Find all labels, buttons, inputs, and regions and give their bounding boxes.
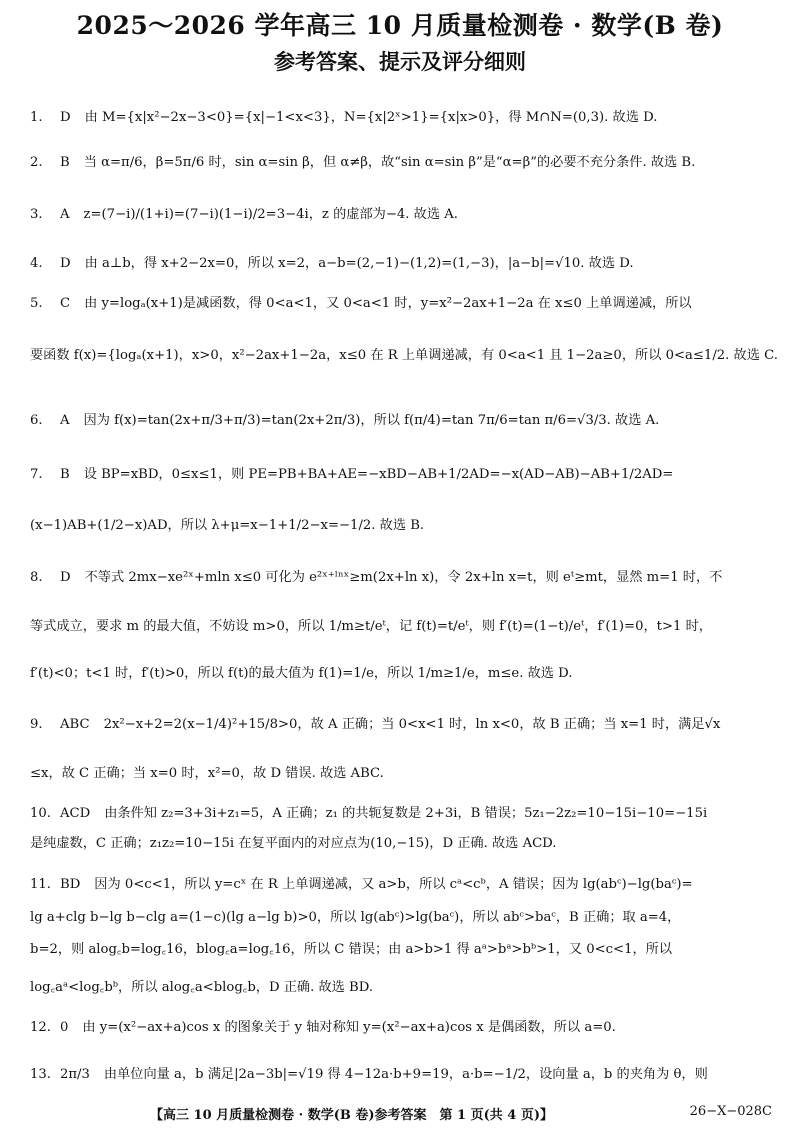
answer-item-10 (30, 805, 778, 823)
answer-item-6 (30, 412, 778, 430)
item-explanation: 由 a⊥b，得 x+2−2x=0，所以 x=2，a−b=(2,−1)−(1,2)=(1,−3)，|a−b|=√10. 故选 D. (84, 256, 634, 271)
item-explanation: z=(7−i)/(1+i)=(7−i)(1−i)/2=3−4i，z 的虚部为−4. 故选 A. (83, 207, 458, 222)
item-explanation: 由单位向量 a，b 满足|2a−3b|=√19 得 4−12a·b+9=19，a·b=−1/2，设向量 a，b 的夹角为 θ，则 (103, 1067, 708, 1082)
item-explanation-continued: f′(t)<0；t<1 时，f′(t)>0，所以 f(t)的最大值为 f(1)=1/e，所以 1/m≥1/e，m≤e. 故选 D. (30, 666, 573, 681)
footer-code: 26−X−028C (689, 1104, 772, 1119)
item-number: 7. (30, 467, 43, 482)
item-number: 5. (30, 296, 43, 311)
item-number: 13. (30, 1067, 51, 1082)
item-answer: D (60, 570, 71, 585)
item-number: 1. (30, 110, 43, 125)
item-explanation: 不等式 2mx−xe²ˣ+mln x≤0 可化为 e²ˣ⁺ˡⁿˣ≥m(2x+ln x)，令 2x+ln x=t，则 eᵗ≥mt，显然 m=1 时，不 (84, 570, 723, 585)
answer-item-7 (30, 466, 778, 484)
item-answer: C (60, 296, 71, 311)
answer-item-1 (30, 109, 778, 127)
item-number: 4. (30, 256, 43, 271)
item-explanation: 设 BP=xBD，0≤x≤1，则 PE=PB+BA+AE=−xBD−AB+1/2AD=−x(AD−AB)−AB+1/2AD= (83, 467, 674, 482)
answer-item-8 (30, 569, 778, 587)
item-number: 12. (30, 1020, 51, 1035)
answer-item-11 (30, 876, 778, 894)
item-number: 3. (30, 207, 43, 222)
answer-item-2 (30, 154, 778, 172)
item-explanation: 由 y=(x²−ax+a)cos x 的图象关于 y 轴对称知 y=(x²−ax+a)cos x 是偶函数，所以 a=0. (82, 1020, 616, 1035)
item-answer: BD (60, 877, 81, 892)
answer-item-3 (30, 206, 778, 224)
item-explanation-continued: b=2，则 alog꜀b=log꜀16，blog꜀a=log꜀16，所以 C 错误；由 a>b>1 得 aᵃ>bᵃ>bᵇ>1，又 0<c<1，所以 (30, 942, 673, 957)
item-explanation-continued: ≤x，故 C 正确；当 x=0 时，x²=0，故 D 错误. 故选 ABC. (30, 766, 384, 781)
item-number: 2. (30, 155, 43, 170)
item-answer: A (60, 413, 70, 428)
item-answer: 2π/3 (60, 1067, 90, 1082)
item-number: 10. (30, 806, 51, 821)
item-explanation-continued: 是纯虚数，C 正确；z₁z₂=10−15i 在复平面内的对应点为(10,−15)，D 正确. 故选 ACD. (30, 836, 557, 851)
item-answer: D (60, 256, 71, 271)
item-explanation: 由条件知 z₂=3+3i+z₁=5，A 正确；z₁ 的共轭复数是 2+3i，B 错误；5z₁−2z₂=10−15i−10=−15i (104, 806, 708, 821)
item-explanation: 当 α=π/6，β=5π/6 时，sin α=sin β，但 α≠β，故“sin α=sin β”是“α=β”的必要不充分条件. 故选 B. (83, 155, 696, 170)
page-title: 2025～2026 学年高三 10 月质量检测卷 · 数学(B 卷) (76, 11, 724, 40)
item-answer: 0 (60, 1020, 69, 1035)
footer-page-info: 【高三 10 月质量检测卷 · 数学(B 卷)参考答案 第 1 页(共 4 页)】 (150, 1108, 554, 1123)
item-explanation: 由 M={x|x²−2x−3<0}={x|−1<x<3}，N={x|2ˣ>1}={x|x>0}，得 M∩N=(0,3). 故选 D. (84, 110, 658, 125)
answer-item-5 (30, 295, 778, 313)
item-answer: ACD (60, 806, 91, 821)
answer-item-13 (30, 1066, 778, 1084)
item-explanation-continued: lg a+clg b−lg b−clg a=(1−c)(lg a−lg b)>0，所以 lg(abᶜ)>lg(baᶜ)，所以 abᶜ>baᶜ，B 正确；取 a=4， (30, 910, 681, 925)
item-explanation-continued: 等式成立，要求 m 的最大值，不妨设 m>0，所以 1/m≥t/eᵗ，记 f(t)=t/eᵗ，则 f′(t)=(1−t)/eᵗ，f′(1)=0，t>1 时， (30, 619, 712, 634)
item-explanation: 因为 f(x)=tan(2x+π/3+π/3)=tan(2x+2π/3)，所以 f(π/4)=tan 7π/6=tan π/6=√3/3. 故选 A. (83, 413, 660, 428)
item-explanation-continued: (x−1)AB+(1/2−x)AD，所以 λ+μ=x−1+1/2−x=−1/2. 故选 B. (30, 518, 425, 533)
page-subtitle: 参考答案、提示及评分细则 (274, 49, 526, 74)
item-number: 11. (30, 877, 51, 892)
item-answer: D (60, 110, 71, 125)
answer-item-4 (30, 255, 778, 273)
item-answer: B (60, 155, 70, 170)
item-number: 6. (30, 413, 43, 428)
answer-item-9 (30, 716, 778, 734)
item-number: 9. (30, 717, 43, 732)
item-explanation-continued: log꜀aᵃ<log꜀bᵇ，所以 alog꜀a<blog꜀b，D 正确. 故选 BD. (30, 980, 374, 995)
item-answer: ABC (60, 717, 90, 732)
item-explanation: 2x²−x+2=2(x−1/4)²+15/8>0，故 A 正确；当 0<x<1 时，ln x<0，故 B 正确；当 x=1 时，满足√x (103, 717, 721, 732)
answer-item-12 (30, 1019, 778, 1037)
item-explanation: 由 y=logₐ(x+1)是减函数，得 0<a<1，又 0<a<1 时，y=x²−2ax+1−2a 在 x≤0 上单调递减，所以 (84, 296, 692, 311)
item-explanation-continued: 要函数 f(x)={logₐ(x+1)，x>0，x²−2ax+1−2a，x≤0 在 R 上单调递减，有 0<a<1 且 1−2a≥0，所以 0<a≤1/2. 故选 C. (30, 348, 778, 363)
item-answer: B (60, 467, 70, 482)
item-explanation: 因为 0<c<1，所以 y=cˣ 在 R 上单调递减，又 a>b，所以 cᵃ<cᵇ，A 错误；因为 lg(abᶜ)−lg(baᶜ)= (94, 877, 693, 892)
item-answer: A (60, 207, 70, 222)
item-number: 8. (30, 570, 43, 585)
